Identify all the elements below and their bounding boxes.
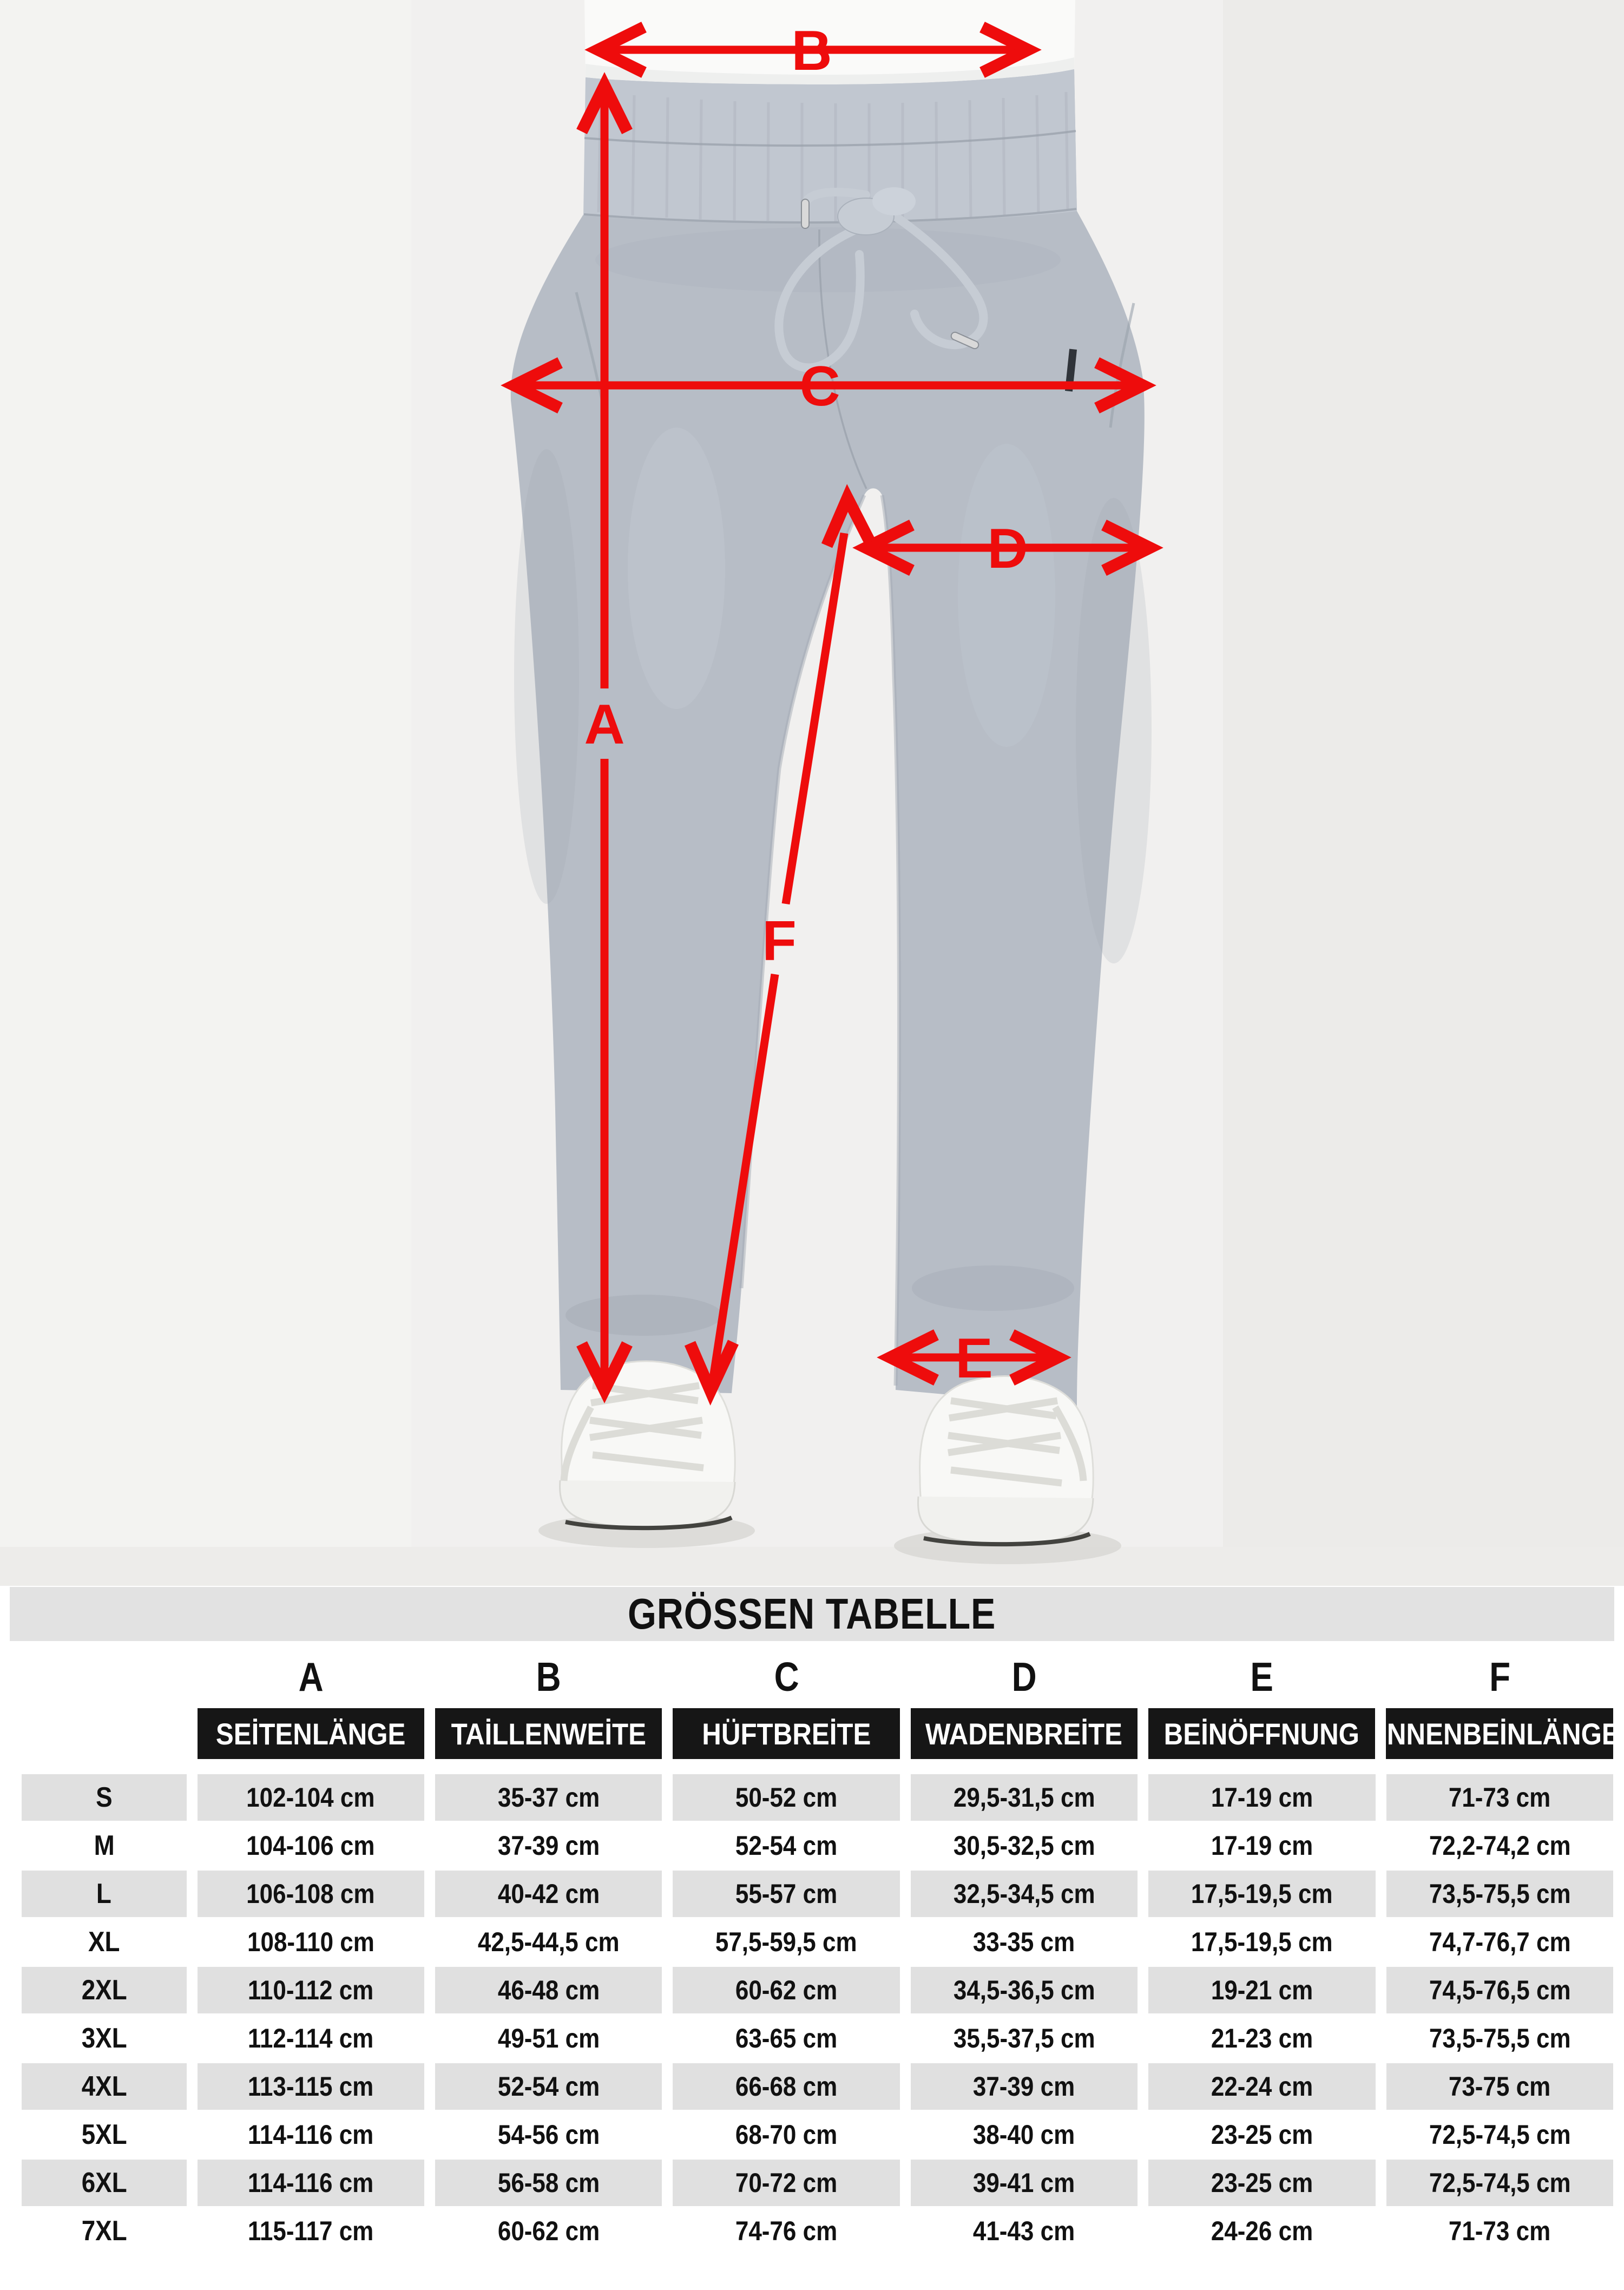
measurement-value: 71-73 cm: [1449, 1782, 1551, 1813]
measurement-value-cell: [673, 2160, 899, 2206]
measurement-value: 21-23 cm: [1211, 2023, 1313, 2053]
measurement-value: 71-73 cm: [1449, 2216, 1551, 2246]
size-label: M: [94, 1830, 115, 1861]
measurement-value: 108-110 cm: [247, 1927, 374, 1957]
measurement-value-cell: [1148, 2063, 1375, 2110]
column-letter-d: D: [1011, 1654, 1037, 1700]
measurement-value-cell: [673, 1774, 899, 1821]
measurement-value: 29,5-31,5 cm: [953, 1782, 1095, 1813]
measurement-value-cell: [435, 1871, 662, 1917]
measurement-value-cell: [673, 2208, 899, 2254]
measurement-value: 42,5-44,5 cm: [477, 1927, 620, 1957]
size-label-cell: [22, 1822, 187, 1869]
table-header-row: [0, 1708, 1624, 1759]
measurement-value: 63-65 cm: [735, 2023, 838, 2053]
measurement-value-cell: [673, 2111, 899, 2158]
measurement-value: 35,5-37,5 cm: [953, 2023, 1095, 2053]
measurement-value: 60-62 cm: [735, 1975, 838, 2005]
measurement-value-cell: [435, 1967, 662, 2013]
measurement-value: 41-43 cm: [973, 2216, 1075, 2246]
header-wadenbreite: WADENBREİTE: [911, 1708, 1138, 1759]
measurement-value: 73-75 cm: [1449, 2071, 1551, 2102]
measurement-value-cell: [198, 2015, 424, 2062]
measurement-value-cell: [198, 2111, 424, 2158]
measurement-value: 17-19 cm: [1211, 1830, 1313, 1861]
header-seitenlaenge: SEİTENLÄNGE: [198, 1708, 424, 1759]
measurement-value-cell: [673, 1871, 899, 1917]
measurement-value-cell: [911, 1774, 1138, 1821]
measurement-label-f: F: [762, 910, 797, 973]
measurement-value-cell: [1148, 1871, 1375, 1917]
measurement-value: 115-117 cm: [248, 2216, 374, 2246]
measurement-value: 37-39 cm: [497, 1830, 600, 1861]
measurement-label-a: A: [584, 693, 625, 756]
measurement-value-cell: [435, 2208, 662, 2254]
measurement-value-cell: [673, 2063, 899, 2110]
table-row: [0, 1967, 1624, 2013]
measurement-value: 37-39 cm: [973, 2071, 1075, 2102]
measurement-value-cell: [1386, 2208, 1613, 2254]
measurement-value-cell: [1386, 2063, 1613, 2110]
measurement-value: 32,5-34,5 cm: [953, 1879, 1095, 1909]
measurement-value-cell: [1148, 1822, 1375, 1869]
size-label: 5XL: [81, 2119, 127, 2150]
header-hueftbreite: HÜFTBREİTE: [673, 1708, 899, 1759]
size-label: 7XL: [81, 2215, 127, 2247]
floor: [0, 1547, 1624, 1586]
page-title: GRÖSSEN TABELLE: [628, 1590, 996, 1638]
table-row: [0, 2208, 1624, 2254]
measurement-value-cell: [1148, 2111, 1375, 2158]
measurement-value: 73,5-75,5 cm: [1429, 2023, 1571, 2053]
measurement-value-cell: [198, 2208, 424, 2254]
measurement-value: 40-42 cm: [497, 1879, 600, 1909]
table-row: [0, 2015, 1624, 2062]
measurement-value-cell: [435, 1774, 662, 1821]
size-label-cell: [22, 1871, 187, 1917]
measurement-value: 60-62 cm: [497, 2216, 600, 2246]
aglet-left: [801, 199, 809, 228]
measurement-value-cell: [198, 1822, 424, 1869]
sneaker-right: [918, 1376, 1094, 1545]
measurement-value-cell: [673, 1822, 899, 1869]
measurement-value: 17-19 cm: [1211, 1782, 1313, 1813]
measurement-value-cell: [1148, 1967, 1375, 2013]
measurement-value: 55-57 cm: [735, 1879, 838, 1909]
measurement-value: 24-26 cm: [1211, 2216, 1313, 2246]
measurement-value-cell: [1148, 2015, 1375, 2062]
measurement-value-cell: [1386, 1822, 1613, 1869]
measurement-label-d: D: [987, 517, 1028, 580]
measurement-value-cell: [911, 2015, 1138, 2062]
measurement-value-cell: [198, 2063, 424, 2110]
table-row: [0, 2063, 1624, 2110]
column-letter-b: B: [536, 1654, 562, 1700]
size-label: 2XL: [81, 1974, 127, 2006]
measurement-value-cell: [1386, 2015, 1613, 2062]
measurement-value-cell: [911, 2063, 1138, 2110]
measurement-value-cell: [911, 1967, 1138, 2013]
measurement-value: 74,5-76,5 cm: [1429, 1975, 1571, 2005]
measurement-value-cell: [198, 2160, 424, 2206]
measurement-label-b: B: [791, 19, 832, 82]
measurement-value-cell: [911, 2208, 1138, 2254]
measurement-label-e: E: [955, 1327, 993, 1390]
measurement-value-cell: [911, 2160, 1138, 2206]
measurement-value: 33-35 cm: [973, 1927, 1075, 1957]
measurement-value: 49-51 cm: [497, 2023, 600, 2053]
measurement-value: 30,5-32,5 cm: [953, 1830, 1095, 1861]
measurement-value-cell: [198, 1919, 424, 1965]
measurement-value-cell: [198, 1967, 424, 2013]
measurement-value-cell: [1386, 1919, 1613, 1965]
size-label-cell: [22, 1774, 187, 1821]
measurement-value: 50-52 cm: [735, 1782, 838, 1813]
measurement-value: 73,5-75,5 cm: [1429, 1879, 1571, 1909]
measurement-value-cell: [198, 1871, 424, 1917]
drawstring-knot-2: [872, 187, 916, 215]
measurement-value: 110-112 cm: [248, 1975, 374, 2005]
measurement-value: 56-58 cm: [497, 2168, 600, 2198]
measurement-value-cell: [435, 1919, 662, 1965]
measurement-value: 72,5-74,5 cm: [1429, 2168, 1571, 2198]
measurement-value: 35-37 cm: [497, 1782, 600, 1813]
measurement-value-cell: [911, 2111, 1138, 2158]
size-label-cell: [22, 1919, 187, 1965]
measurement-value: 114-116 cm: [248, 2168, 374, 2198]
measurement-value-cell: [673, 1919, 899, 1965]
measurement-label-c: C: [799, 355, 840, 418]
size-label-cell: [22, 2208, 187, 2254]
measurement-value: 70-72 cm: [735, 2168, 838, 2198]
measurement-value-cell: [1148, 2160, 1375, 2206]
background-left-light: [0, 0, 411, 1586]
table-row: [0, 1774, 1624, 1821]
table-row: [0, 1822, 1624, 1869]
measurement-value-cell: [435, 2063, 662, 2110]
size-label-cell: [22, 2063, 187, 2110]
column-letter-e: E: [1250, 1654, 1274, 1700]
measurement-value: 17,5-19,5 cm: [1191, 1879, 1333, 1909]
header-taillenweite: TAİLLENWEİTE: [435, 1708, 662, 1759]
measurement-value: 74,7-76,7 cm: [1429, 1927, 1571, 1957]
table-row: [0, 2160, 1624, 2206]
measurement-value: 34,5-36,5 cm: [953, 1975, 1095, 2005]
measurement-value-cell: [673, 2015, 899, 2062]
measurement-value-cell: [435, 1822, 662, 1869]
column-letter-f: F: [1489, 1654, 1510, 1700]
table-row: [0, 1871, 1624, 1917]
size-label-cell: [22, 2015, 187, 2062]
measurement-value-cell: [435, 2111, 662, 2158]
size-label: 3XL: [81, 2023, 127, 2054]
measurement-value-cell: [198, 1774, 424, 1821]
measurement-value-cell: [435, 2160, 662, 2206]
size-table-body: [0, 1774, 1624, 2254]
measurement-value: 74-76 cm: [735, 2216, 838, 2246]
column-letter-a: A: [298, 1654, 324, 1700]
size-label: 4XL: [81, 2071, 127, 2102]
table-row: [0, 2111, 1624, 2158]
measurement-value: 72,2-74,2 cm: [1429, 1830, 1571, 1861]
size-label: 6XL: [81, 2167, 127, 2199]
measurement-value: 57,5-59,5 cm: [715, 1927, 857, 1957]
size-table-title-band: [10, 1587, 1614, 1641]
measurement-value-cell: [1386, 1871, 1613, 1917]
measurement-value: 39-41 cm: [973, 2168, 1075, 2198]
background-right-shade: [1223, 0, 1624, 1586]
size-label: L: [96, 1878, 112, 1910]
header-beinoeffnung: BEİNÖFFNUNG: [1148, 1708, 1375, 1759]
measurement-value: 54-56 cm: [497, 2120, 600, 2150]
table-row: [0, 1919, 1624, 1965]
measurement-value: 23-25 cm: [1211, 2120, 1313, 2150]
measurement-value-cell: [673, 1967, 899, 2013]
measurement-value: 113-115 cm: [248, 2071, 374, 2102]
measurement-value-cell: [911, 1919, 1138, 1965]
measurement-value: 112-114 cm: [248, 2023, 374, 2053]
measurement-value: 52-54 cm: [735, 1830, 838, 1861]
measurement-value: 38-40 cm: [973, 2120, 1075, 2150]
measurement-value: 17,5-19,5 cm: [1191, 1927, 1333, 1957]
measurement-value-cell: [911, 1871, 1138, 1917]
measurement-value: 72,5-74,5 cm: [1429, 2120, 1571, 2150]
measurement-value: 102-104 cm: [246, 1782, 375, 1813]
measurement-value: 68-70 cm: [735, 2120, 838, 2150]
sole-left: [560, 1480, 735, 1527]
column-letter-c: C: [774, 1654, 799, 1700]
size-label-cell: [22, 2160, 187, 2206]
measurement-value: 106-108 cm: [246, 1879, 375, 1909]
measurement-value: 104-106 cm: [246, 1830, 375, 1861]
measurement-value: 66-68 cm: [735, 2071, 838, 2102]
measurement-value-cell: [1148, 1919, 1375, 1965]
measurement-value: 19-21 cm: [1211, 1975, 1313, 2005]
size-label-cell: [22, 1967, 187, 2013]
measurement-value: 114-116 cm: [248, 2120, 374, 2150]
sole-right: [918, 1497, 1093, 1544]
measurement-value-cell: [435, 2015, 662, 2062]
measurement-value-cell: [1148, 2208, 1375, 2254]
measurement-value-cell: [1386, 2111, 1613, 2158]
measurement-value: 23-25 cm: [1211, 2168, 1313, 2198]
header-innenbeinlaenge: INNENBEİNLÄNGE: [1386, 1708, 1613, 1759]
size-label-cell: [22, 2111, 187, 2158]
measurement-value: 22-24 cm: [1211, 2071, 1313, 2102]
size-label: XL: [88, 1926, 120, 1958]
measurement-value: 46-48 cm: [497, 1975, 600, 2005]
column-letters-row: [0, 1655, 1624, 1698]
measurement-value: 52-54 cm: [497, 2071, 600, 2102]
measurement-value-cell: [1386, 2160, 1613, 2206]
measurement-value-cell: [1148, 1774, 1375, 1821]
measurement-value-cell: [1386, 1967, 1613, 2013]
size-label: S: [96, 1782, 113, 1813]
measurement-value-cell: [1386, 1774, 1613, 1821]
measurement-value-cell: [911, 1822, 1138, 1869]
